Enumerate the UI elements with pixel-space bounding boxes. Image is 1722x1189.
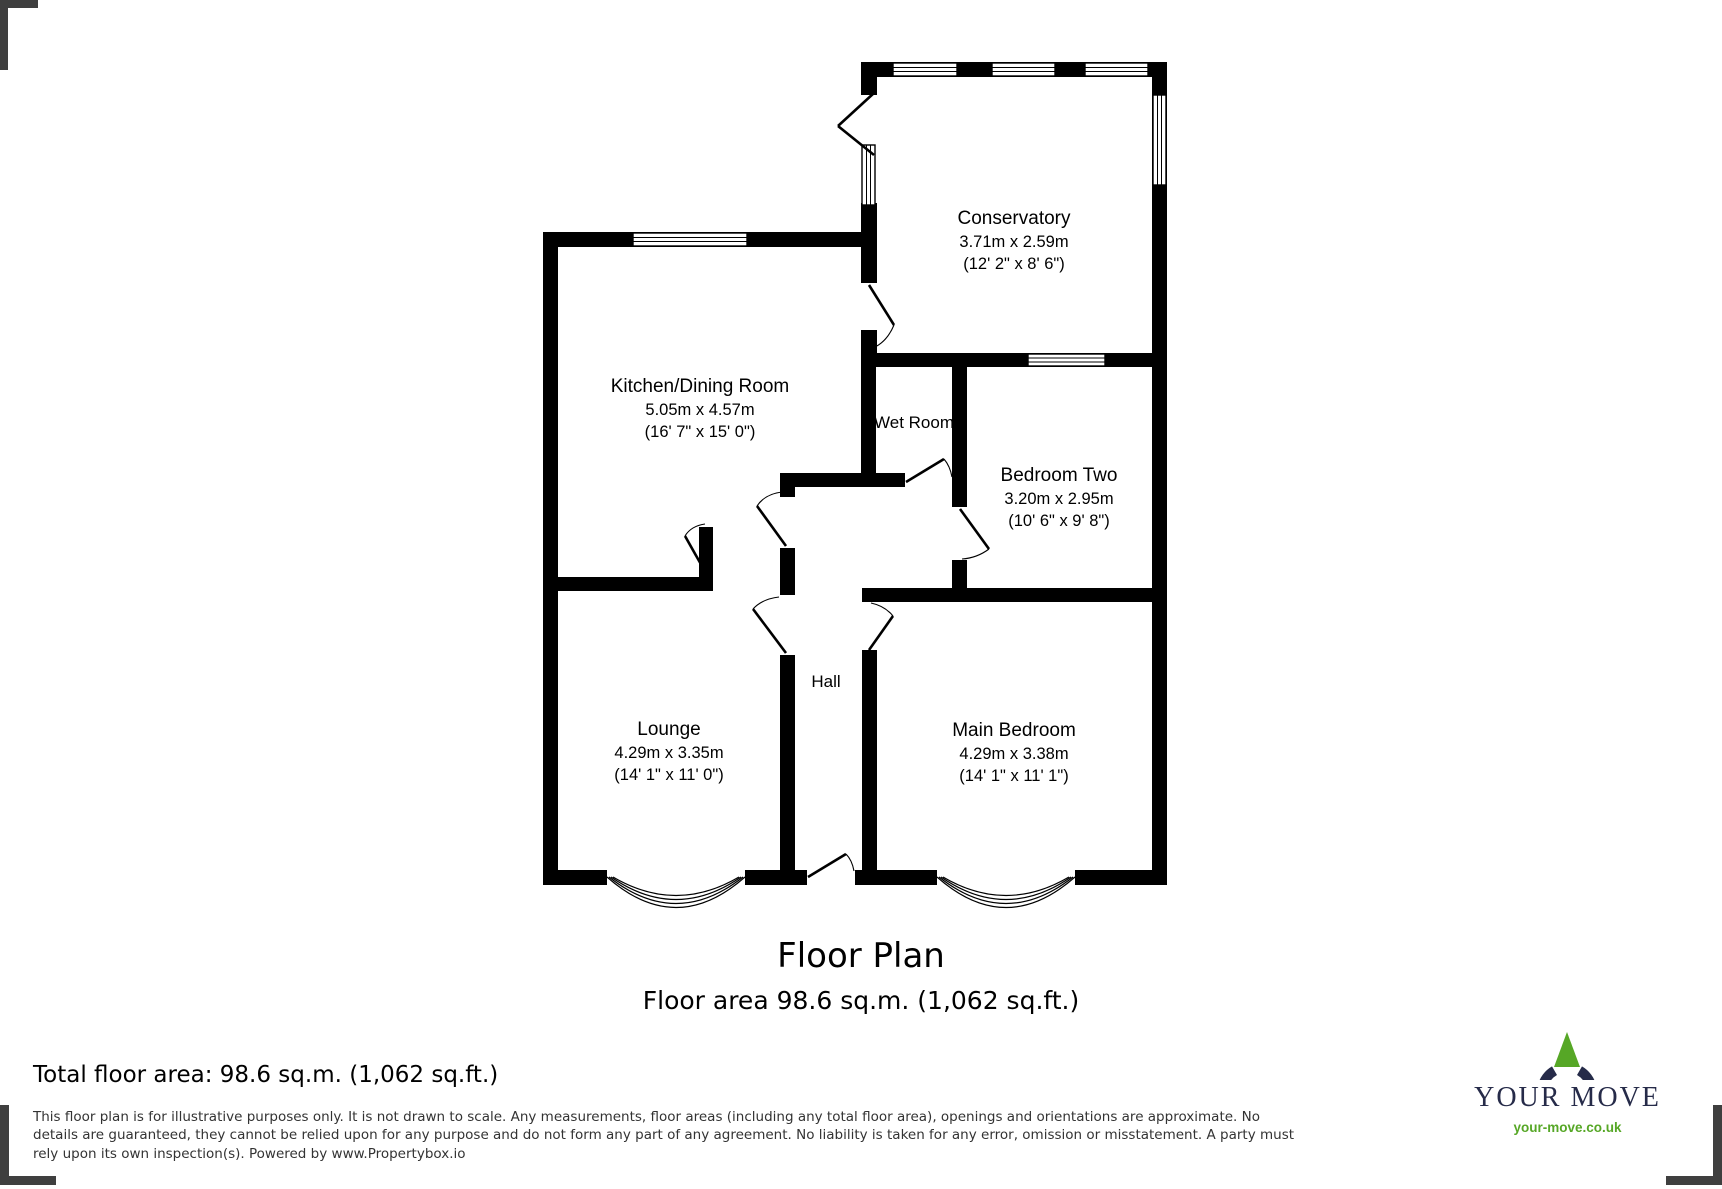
door-main-bedroom xyxy=(869,603,893,650)
your-move-logo-icon xyxy=(1534,1018,1600,1080)
bay-window-main-bedroom xyxy=(937,877,1075,908)
room-dim-imperial: (10' 6" x 9' 8") xyxy=(1008,512,1110,530)
room-dim-metric: 4.29m x 3.35m xyxy=(614,744,724,762)
room-dim-metric: 3.71m x 2.59m xyxy=(959,233,1069,251)
room-name: Main Bedroom xyxy=(952,720,1076,741)
window-conservatory-top-1 xyxy=(893,63,957,76)
door-bedroom-two xyxy=(960,509,989,559)
room-dim-imperial: (12' 2" x 8' 6") xyxy=(963,255,1065,273)
window-conservatory-right xyxy=(1153,95,1166,185)
room-dim-metric: 3.20m x 2.95m xyxy=(1004,490,1114,508)
room-name: Lounge xyxy=(637,719,701,740)
door-front-entrance xyxy=(808,854,854,877)
room-dim-metric: 5.05m x 4.57m xyxy=(645,401,755,419)
room-label-kitchen-dining xyxy=(611,376,789,441)
room-name: Kitchen/Dining Room xyxy=(610,376,790,397)
room-label-conservatory xyxy=(958,208,1071,273)
window-conservatory-top-3 xyxy=(1085,63,1148,76)
room-dim-imperial: (14' 1" x 11' 1") xyxy=(959,767,1069,785)
room-label-hall xyxy=(811,672,840,691)
window-kitchen-top xyxy=(633,233,747,246)
corner-bracket-bottom-right-v xyxy=(1713,1105,1722,1185)
logo-triangle-icon xyxy=(1554,1032,1580,1067)
your-move-logo xyxy=(1460,1018,1675,1143)
page-title: Floor Plan xyxy=(777,936,945,976)
logo-brand-text: YOUR MOVE xyxy=(1474,1082,1661,1113)
window-conservatory-bottom xyxy=(1028,354,1105,366)
door-kitchen-hall xyxy=(757,492,786,546)
room-dim-imperial: (14' 1" x 11' 0") xyxy=(614,766,724,784)
bay-windows xyxy=(607,877,1075,908)
total-floor-area: Total floor area: 98.6 sq.m. (1,062 sq.ft.) xyxy=(33,1062,499,1088)
page-subtitle: Floor area 98.6 sq.m. (1,062 sq.ft.) xyxy=(642,986,1080,1015)
room-label-lounge xyxy=(614,719,723,784)
room-dim-metric: 4.29m x 3.38m xyxy=(959,745,1069,763)
room-name: Hall xyxy=(811,672,841,691)
logo-url-text: your-move.co.uk xyxy=(1513,1120,1622,1135)
room-name: Bedroom Two xyxy=(1000,465,1118,486)
corner-bracket-bottom-right-h xyxy=(1666,1176,1722,1185)
door-wet-room xyxy=(906,459,952,482)
room-name: Wet Room xyxy=(874,413,954,432)
room-label-wet-room xyxy=(874,413,954,432)
room-label-bedroom-two xyxy=(1001,465,1118,530)
corner-bracket-bottom-left-h xyxy=(0,1176,56,1185)
room-dim-imperial: (16' 7" x 15' 0") xyxy=(644,423,756,441)
room-name: Conservatory xyxy=(957,208,1071,229)
window-conservatory-top-2 xyxy=(992,63,1055,76)
disclaimer-text: This floor plan is for illustrative purposes only. It is not drawn to scale. Any measurements, floor areas (including any total floor area), openings and orientations are approximate. No details are guaranteed, they cannot be relied upon for any purpose and do not form any part of any agreement. No liability is taken for any error, omission or misstatement. A party must rely upon its own inspection(s). Powered by www.Propertybox.io xyxy=(33,1109,1295,1162)
room-label-main-bedroom xyxy=(952,720,1076,785)
windows xyxy=(633,63,1166,366)
bay-window-lounge xyxy=(607,877,745,908)
corner-bracket-bottom-left-v xyxy=(0,1105,9,1185)
door-lounge-hall xyxy=(753,597,786,653)
